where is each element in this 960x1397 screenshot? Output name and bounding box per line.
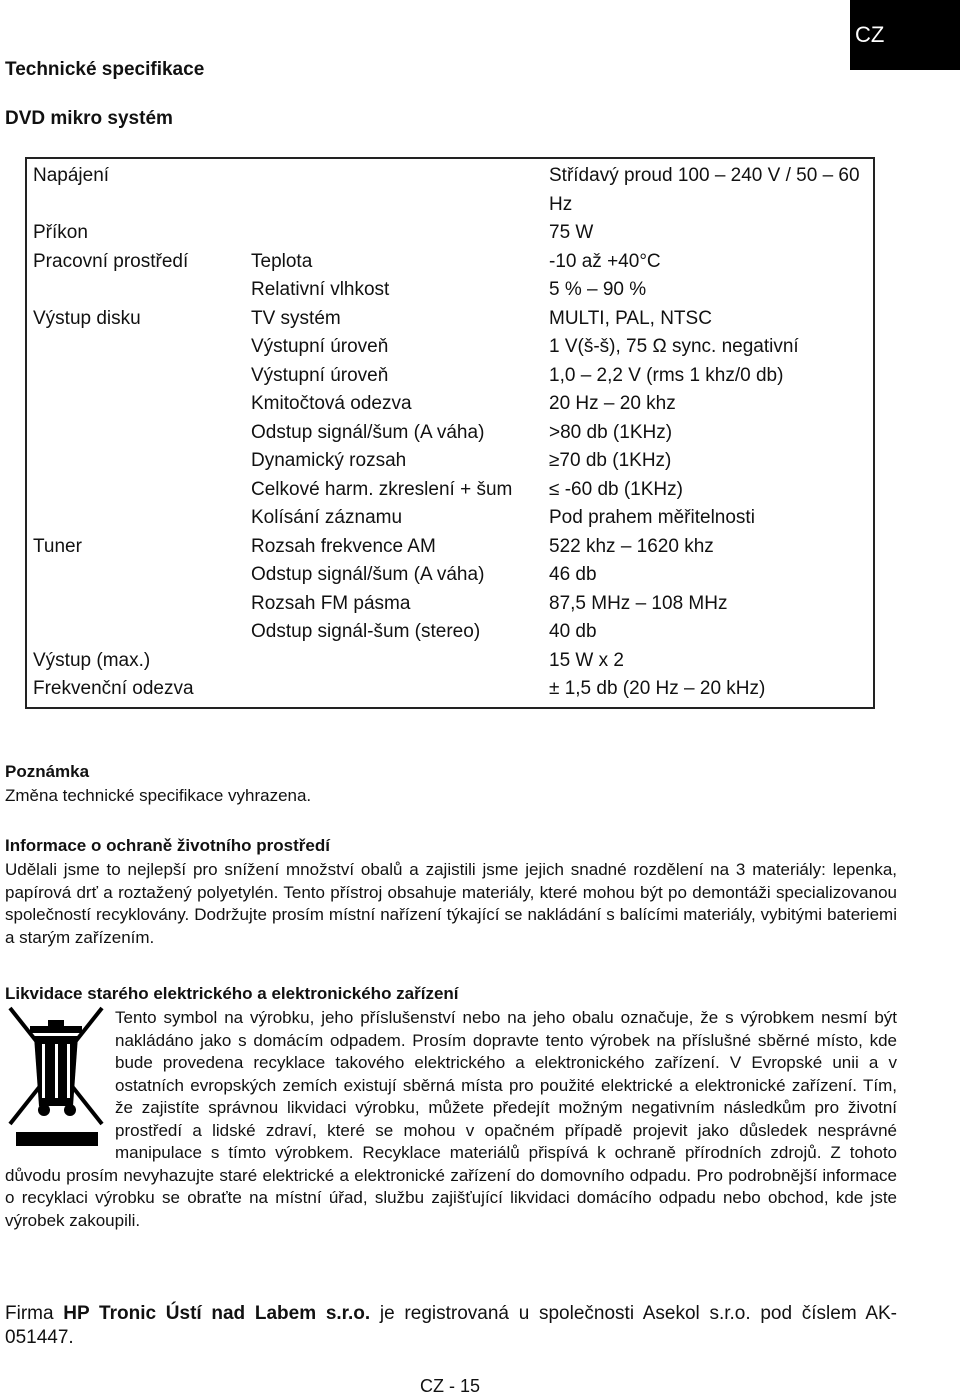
spec-cell-c1 bbox=[26, 447, 245, 476]
note-text: Změna technické specifikace vyhrazena. bbox=[5, 786, 312, 805]
firm-name: HP Tronic Ústí nad Labem s.r.o. bbox=[63, 1303, 371, 1324]
spec-cell-c1: Příkon bbox=[33, 222, 88, 243]
spec-cell-c1 bbox=[26, 362, 245, 391]
page-number: CZ - 15 bbox=[419, 1376, 480, 1396]
spec-cell-c3: ≥70 db (1KHz) bbox=[549, 450, 672, 471]
spec-row bbox=[26, 248, 874, 277]
spec-cell-c3: -10 až +40°C bbox=[549, 250, 661, 272]
spec-cell-c2: Relativní vlhkost bbox=[251, 279, 390, 300]
spec-cell-c3: >80 db (1KHz) bbox=[549, 421, 673, 443]
spec-table bbox=[25, 157, 875, 709]
spec-cell-c2: Odstup signál-šum (stereo) bbox=[251, 621, 481, 642]
spec-cell-c3: 522 khz – 1620 khz bbox=[549, 535, 714, 557]
spec-row bbox=[26, 333, 874, 362]
spec-cell-c2 bbox=[245, 647, 535, 676]
spec-row bbox=[26, 647, 874, 676]
product-subtitle: DVD mikro systém bbox=[5, 108, 173, 129]
disposal-title: Likvidace starého elektrického a elektronického zařízení bbox=[5, 984, 459, 1003]
spec-cell-c3: 20 Hz – 20 khz bbox=[549, 393, 676, 414]
spec-cell-c3: 46 db bbox=[549, 564, 597, 585]
spec-cell-c2: Teplota bbox=[251, 250, 313, 272]
spec-cell-c2: Celkové harm. zkreslení + šum bbox=[251, 478, 513, 500]
spec-cell-c1 bbox=[26, 561, 245, 590]
spec-cell-c1: Tuner bbox=[33, 535, 82, 557]
spec-row bbox=[26, 419, 874, 448]
spec-cell-c1 bbox=[26, 590, 245, 619]
environment-title: Informace o ochraně životního prostředí bbox=[5, 836, 330, 855]
language-tab: CZ bbox=[850, 0, 960, 70]
spec-cell-c2 bbox=[245, 219, 535, 248]
disposal-block bbox=[5, 1007, 897, 1232]
spec-cell-c2: Rozsah frekvence AM bbox=[251, 535, 436, 557]
spec-cell-c3: 87,5 MHz – 108 MHz bbox=[549, 592, 728, 614]
spec-cell-c1 bbox=[26, 476, 245, 505]
environment-text: Udělali jsme to nejlepší pro snížení množství obalů a zajistili jsme jejich snadné rozdělení na 3 materiály: lepenka, papírová drť a roztažený polyetylén. Tento přístroj obsahuje materiály, které mohou být po demontáži specializovanou společností recyklovány. Dodržujte prosím místní nařízení týkající se nakládání s balícími materiály, vybitými bateriemi a starým zařízením. bbox=[5, 860, 897, 947]
spec-cell-c3: 5 % – 90 % bbox=[549, 279, 647, 300]
spec-cell-c2: Kmitočtová odezva bbox=[251, 393, 412, 414]
spec-row bbox=[26, 447, 874, 476]
spec-cell-c1: Výstup (max.) bbox=[33, 649, 151, 671]
disposal-text: Tento symbol na výrobku, jeho příslušenství nebo na jeho obalu označuje, že s výrobkem nesmí být nakládáno jako s domácím odpadem. Prosím dopravte tento výrobek na příslušné sběrné místo, kde bude provedena recyklace takového elektrického a elektronického zařízení. V Evropské unii a v ostatních evropských zemích existují sběrná místa pro použité elektrické a elektronické zařízení. Tím, že zajistíte správnou likvidaci výrobku, můžete předejít možným negativním následkům pro životní prostředí a lidské zdraví, které se mohou v opačném případě projevit jako důsledek nesprávné manipulace s tímto výrobkem. Recyklace materiálů přispívá k ochraně přírodních zdrojů. Z tohoto důvodu prosím nevyhazujte staré elektrické a elektronické zařízení do domovního odpadu. Pro podrobnější informace o recyklaci výrobku se obraťte na místní úřad, službu zajišťující likvidaci domácího odpadu nebo obchod, kde jste výrobek zakoupili. bbox=[5, 1008, 897, 1230]
spec-cell-c3: Střídavý proud 100 – 240 V / 50 – 60 Hz bbox=[549, 165, 860, 215]
spec-row bbox=[26, 561, 874, 590]
spec-cell-c3: Pod prahem měřitelnosti bbox=[549, 507, 755, 528]
spec-cell-c3: ± 1,5 db (20 Hz – 20 kHz) bbox=[549, 678, 766, 699]
spec-cell-c2: Výstupní úroveň bbox=[251, 364, 389, 386]
spec-cell-c3: 1 V(š-š), 75 Ω sync. negativní bbox=[549, 336, 799, 357]
spec-cell-c1 bbox=[26, 504, 245, 533]
spec-cell-c1 bbox=[26, 390, 245, 419]
spec-cell-c1 bbox=[26, 618, 245, 647]
spec-cell-c1: Frekvenční odezva bbox=[33, 678, 194, 699]
spec-cell-c2: Rozsah FM pásma bbox=[251, 592, 411, 614]
spec-row bbox=[26, 533, 874, 562]
spec-cell-c2: TV systém bbox=[251, 307, 341, 329]
spec-cell-c1 bbox=[26, 333, 245, 362]
firm-statement: Firma HP Tronic Ústí nad Labem s.r.o. je registrovaná u společnosti Asekol s.r.o. pod číslem AK-051447. bbox=[5, 1303, 898, 1348]
spec-cell-c3: MULTI, PAL, NTSC bbox=[549, 307, 712, 329]
note-title: Poznámka bbox=[5, 762, 90, 781]
spec-cell-c2: Kolísání záznamu bbox=[251, 507, 403, 528]
spec-row bbox=[26, 675, 874, 708]
spec-row bbox=[26, 219, 874, 248]
spec-cell-c2: Odstup signál/šum (A váha) bbox=[251, 421, 485, 443]
spec-row bbox=[26, 618, 874, 647]
spec-cell-c2 bbox=[245, 158, 535, 219]
spec-cell-c1: Napájení bbox=[33, 165, 110, 186]
spec-cell-c2: Odstup signál/šum (A váha) bbox=[251, 564, 485, 585]
spec-cell-c3: 1,0 – 2,2 V (rms 1 khz/0 db) bbox=[549, 364, 784, 386]
spec-cell-c1: Pracovní prostředí bbox=[33, 250, 189, 272]
page-title: Technické specifikace bbox=[5, 59, 205, 80]
spec-cell-c2: Dynamický rozsah bbox=[251, 450, 407, 471]
spec-row bbox=[26, 390, 874, 419]
spec-cell-c3: 40 db bbox=[549, 621, 597, 642]
spec-row bbox=[26, 476, 874, 505]
spec-row bbox=[26, 504, 874, 533]
spec-cell-c2 bbox=[245, 675, 535, 708]
spec-cell-c3: 15 W x 2 bbox=[549, 649, 624, 671]
spec-cell-c1 bbox=[26, 419, 245, 448]
spec-cell-c3: ≤ -60 db (1KHz) bbox=[549, 478, 683, 500]
spec-cell-c1: Výstup disku bbox=[33, 307, 141, 329]
spec-cell-c1 bbox=[26, 276, 245, 305]
spec-cell-c3: 75 W bbox=[549, 222, 594, 243]
spec-row bbox=[26, 590, 874, 619]
spec-row bbox=[26, 158, 874, 219]
spec-row bbox=[26, 276, 874, 305]
spec-row bbox=[26, 362, 874, 391]
spec-row bbox=[26, 305, 874, 334]
spec-cell-c2: Výstupní úroveň bbox=[251, 336, 389, 357]
crossed-bin-icon bbox=[8, 1006, 104, 1146]
